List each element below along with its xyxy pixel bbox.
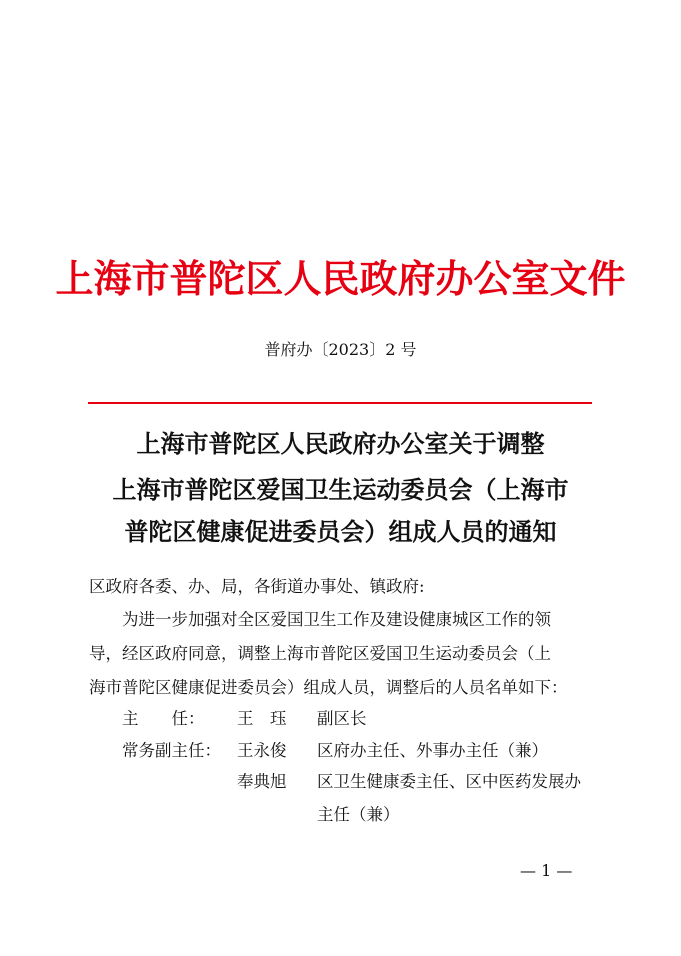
notice-title-line-1: 上海市普陀区人民政府办公室关于调整 [136,429,545,458]
member-position: 区府办主任、外事办主任（兼） [317,741,548,760]
body-paragraph-line-3: 海市普陀区健康促进委员会）组成人员，调整后的人员名单如下： [89,678,568,697]
document-masthead: 上海市普陀区人民政府办公室文件 [55,256,626,301]
body-paragraph-line-1: 为进一步加强对全区爱国卫生工作及建设健康城区工作的领 [122,610,551,629]
member-name: 王永俊 [237,741,287,760]
salutation: 区政府各委、办、局，各街道办事处、镇政府: [89,577,425,596]
member-position: 区卫生健康委主任、区中医药发展办 [317,772,581,791]
member-role-director: 主 任： [122,709,205,728]
notice-title-line-3: 普陀区健康促进委员会）组成人员的通知 [124,517,557,546]
page-number: — 1 — [520,861,573,880]
member-role-executive-deputy: 常务副主任： [122,741,221,760]
body-paragraph-line-2: 导，经区政府同意，调整上海市普陀区爱国卫生运动委员会（上 [89,644,551,663]
red-separator-line [88,402,592,404]
document-number: 普府办〔2023〕2 号 [264,340,417,359]
notice-title-line-2: 上海市普陀区爱国卫生运动委员会（上海市 [112,475,569,504]
member-position: 副区长 [317,709,367,728]
member-name: 奉典旭 [237,772,287,791]
member-position-continued: 主任（兼） [317,805,400,824]
member-name: 王 珏 [237,709,287,728]
